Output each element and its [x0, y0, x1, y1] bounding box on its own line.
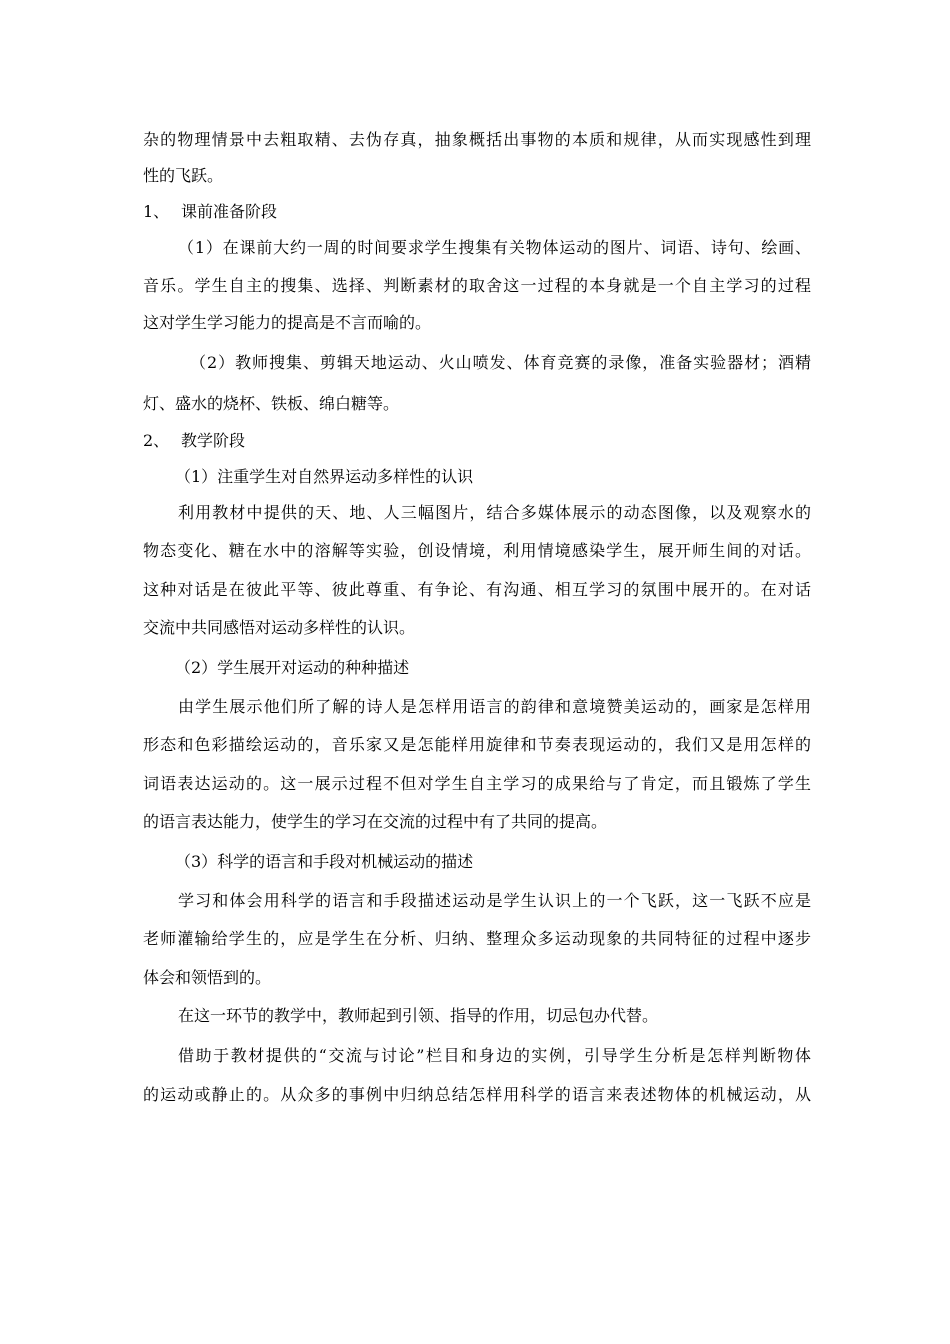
paragraph-line: 物态变化、糖在水中的溶解等实验，创设情境，利用情境感染学生，展开师生间的对话。: [143, 541, 811, 560]
section-number: 2、: [143, 431, 170, 450]
paragraph-line: 这对学生学习能力的提高是不言而喻的。: [143, 313, 432, 332]
paragraph-line: 由学生展示他们所了解的诗人是怎样用语言的韵律和意境赞美运动的，画家是怎样用: [178, 697, 811, 716]
paragraph-line: 利用教材中提供的天、地、人三幅图片，结合多媒体展示的动态图像，以及观察水的: [178, 503, 811, 522]
paragraph-line: 交流中共同感悟对运动多样性的认识。: [143, 618, 416, 637]
paragraph-line: 这种对话是在彼此平等、彼此尊重、有争论、有沟通、相互学习的氛围中展开的。在对话: [143, 580, 811, 599]
subsection-heading: （3）科学的语言和手段对机械运动的描述: [175, 852, 474, 871]
section-title: 课前准备阶段: [181, 202, 278, 221]
paragraph-line: 学习和体会用科学的语言和手段描述运动是学生认识上的一个飞跃，这一飞跃不应是: [178, 891, 811, 910]
paragraph-line: 在这一环节的教学中，教师起到引领、指导的作用，切忌包办代替。: [178, 1006, 659, 1025]
paragraph-line: 老师灌输给学生的，应是学生在分析、归纳、整理众多运动现象的共同特征的过程中逐步: [143, 929, 811, 948]
paragraph-line: 音乐。学生自主的搜集、选择、判断素材的取舍这一过程的本身就是一个自主学习的过程: [143, 276, 811, 295]
paragraph-line: 性的飞跃。: [143, 166, 224, 185]
paragraph-line: 体会和领悟到的。: [143, 968, 272, 987]
section-heading-1: [143, 202, 811, 222]
section-heading-2: [143, 431, 811, 451]
paragraph-line: （1）在课前大约一周的时间要求学生搜集有关物体运动的图片、词语、诗句、绘画、: [178, 238, 811, 257]
subsection-heading: （1）注重学生对自然界运动多样性的认识: [175, 467, 474, 486]
paragraph-line: 借助于教材提供的“交流与讨论”栏目和身边的实例，引导学生分析是怎样判断物体: [178, 1046, 811, 1065]
paragraph-line: 的运动或静止的。从众多的事例中归纳总结怎样用科学的语言来表述物体的机械运动，从: [143, 1085, 811, 1104]
section-number: 1、: [143, 202, 170, 221]
paragraph-line: （2）教师搜集、剪辑天地运动、火山喷发、体育竞赛的录像，准备实验器材；酒精: [190, 353, 811, 372]
paragraph-line: 灯、盛水的烧杯、铁板、绵白糖等。: [143, 394, 400, 413]
paragraph-line: 杂的物理情景中去粗取精、去伪存真，抽象概括出事物的本质和规律，从而实现感性到理: [143, 130, 811, 149]
paragraph-line: 的语言表达能力，使学生的学习在交流的过程中有了共同的提高。: [143, 812, 608, 831]
paragraph-line: 词语表达运动的。这一展示过程不但对学生自主学习的成果给与了肯定，而且锻炼了学生: [143, 774, 811, 793]
paragraph-line: 形态和色彩描绘运动的，音乐家又是怎能样用旋律和节奏表现运动的，我们又是用怎样的: [143, 735, 811, 754]
subsection-heading: （2）学生展开对运动的种种描述: [175, 658, 410, 677]
section-title: 教学阶段: [181, 431, 246, 450]
